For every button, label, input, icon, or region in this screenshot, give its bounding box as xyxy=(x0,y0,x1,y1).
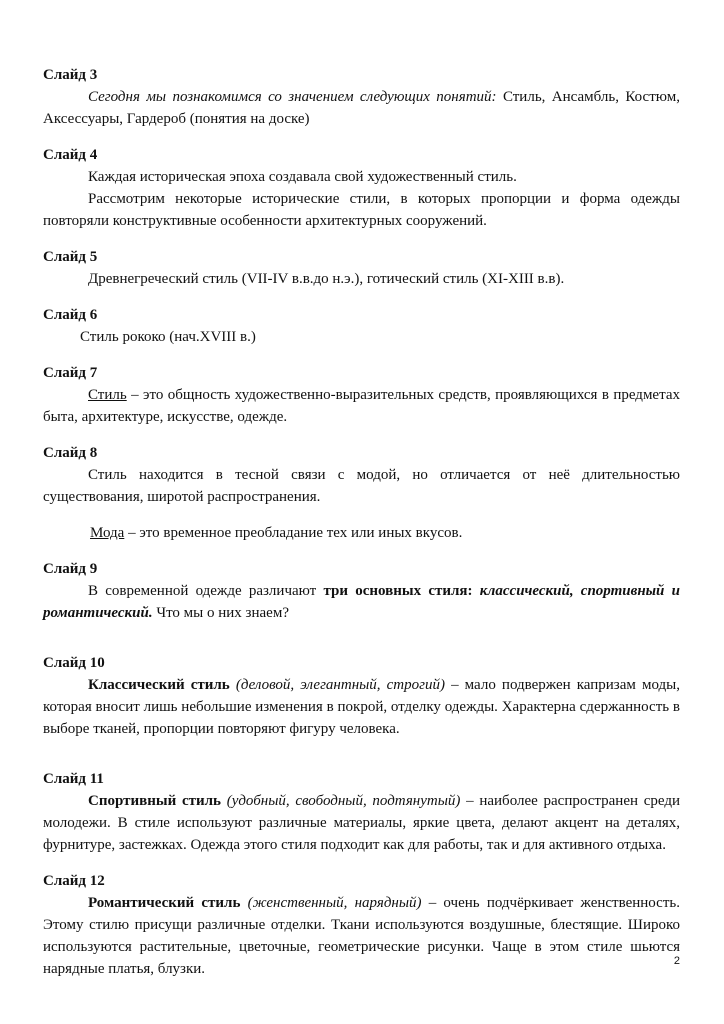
slide-11-text: Спортивный стиль (удобный, свободный, подтянутый) – наиболее распространен среди молодежи. В стиле используют различные материалы, яркие цвета, делают акцент на деталях, фурнитуре, застежках. Одежда этого стиля подходит как для работы, так и для активного отдыха. xyxy=(43,793,681,853)
slide-7-text: Стиль – это общность художественно-выразительных средств, проявляющихся в предметах быта, архитектуре, искусстве, одежде. xyxy=(43,387,680,425)
slide-3-section xyxy=(43,64,680,130)
slide-12-section xyxy=(43,870,680,980)
slide-5-section xyxy=(43,246,680,290)
document-page xyxy=(43,64,680,994)
slide-3-text: Сегодня мы познакомимся со значением следующих понятий: Стиль, Ансамбль, Костюм, Аксессуары, Гардероб (понятия на доске) xyxy=(43,89,680,127)
slide-8-text-2: Мода – это временное преобладание тех или иных вкусов. xyxy=(90,525,463,541)
slide-8-text-1: Стиль находится в тесной связи с модой, но отличается от неё длительностью существования, широтой распространения. xyxy=(43,467,680,505)
slide-9-heading: Слайд 9 xyxy=(43,561,98,577)
slide-10-section xyxy=(43,652,680,740)
slide-6-text: Стиль рококо (нач.XVIII в.) xyxy=(80,329,256,345)
slide-4-section xyxy=(43,144,680,232)
page-number: 2 xyxy=(673,955,680,967)
slide-8-section xyxy=(43,442,680,544)
slide-5-text: Древнегреческий стиль (VII-IV в.в.до н.э.), готический стиль (XI-XIII в.в). xyxy=(88,271,565,287)
slide-9-text: В современной одежде различают три основных стиля: классический, спортивный и романтический. Что мы о них знаем? xyxy=(43,583,680,621)
slide-6-heading: Слайд 6 xyxy=(43,307,98,323)
slide-5-heading: Слайд 5 xyxy=(43,249,98,265)
slide-4-text-1: Каждая историческая эпоха создавала свой художественный стиль. xyxy=(88,169,517,185)
slide-8-heading: Слайд 8 xyxy=(43,445,98,461)
slide-12-heading: Слайд 12 xyxy=(43,873,105,889)
slide-6-section xyxy=(43,304,680,348)
slide-7-heading: Слайд 7 xyxy=(43,365,98,381)
slide-3-heading: Слайд 3 xyxy=(43,67,98,83)
slide-11-heading: Слайд 11 xyxy=(43,771,104,787)
slide-12-text: Романтический стиль (женственный, нарядный) – очень подчёркивает женственность. Этому стилю присущи различные отделки. Ткани используются воздушные, блестящие. Широко используются растительные, цветочные, геометрические рисунки. Чаще в этом стиле шьются нарядные платья, блузки. xyxy=(43,895,680,977)
slide-4-heading: Слайд 4 xyxy=(43,147,98,163)
slide-7-section xyxy=(43,362,680,428)
term-fashion: Мода xyxy=(90,525,125,541)
slide-4-text-2: Рассмотрим некоторые исторические стили, в которых пропорции и форма одежды повторяли конструктивные особенности архитектурных сооружений. xyxy=(43,191,680,229)
slide-11-section xyxy=(43,768,680,856)
term-style: Стиль xyxy=(88,387,127,403)
slide-10-text: Классический стиль (деловой, элегантный, строгий) – мало подвержен капризам моды, которая вносит лишь небольшие изменения в покрой, отделку одежды. Характерна сдержанность в выборе тканей, пропорции повторяют фигуру человека. xyxy=(43,677,680,737)
slide-9-section xyxy=(43,558,680,624)
slide-10-heading: Слайд 10 xyxy=(43,655,105,671)
